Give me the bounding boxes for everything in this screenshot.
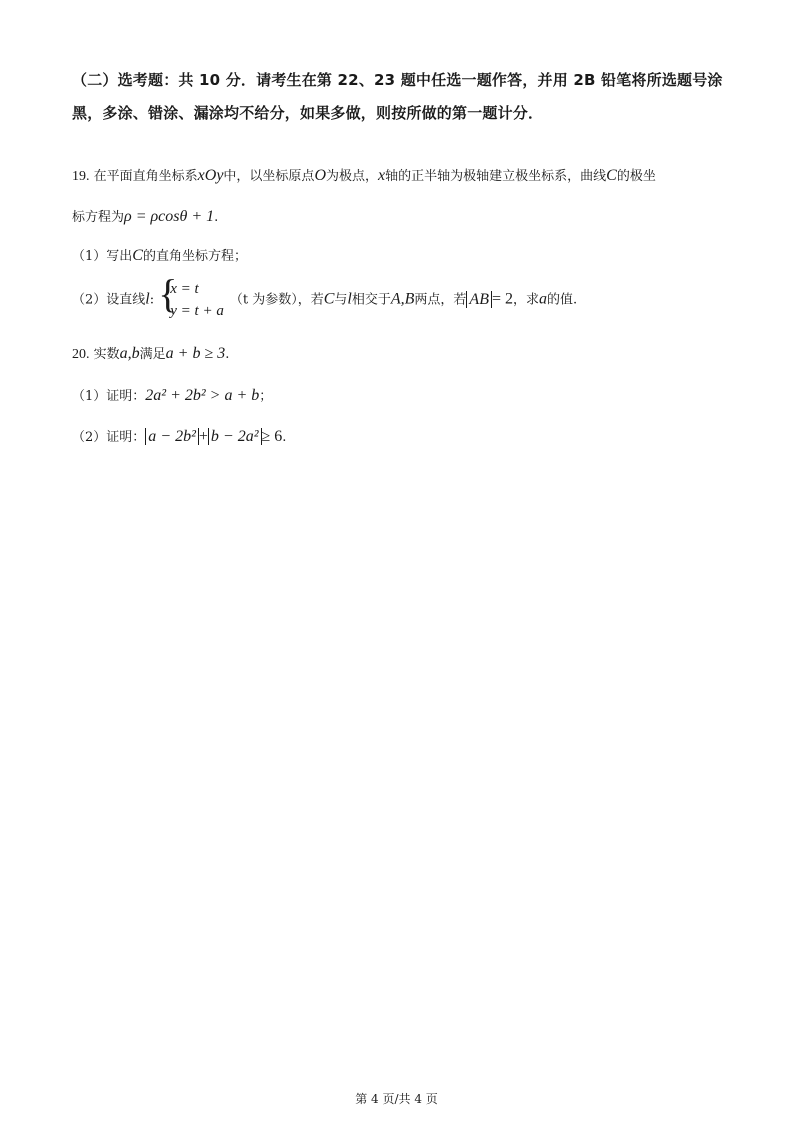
q20-part1: [72, 385, 272, 405]
q19-origin: O: [314, 167, 326, 184]
q20-text: ；: [259, 389, 273, 404]
q20-abs-term1: a − 2b²: [145, 428, 199, 445]
q20-stem: [72, 343, 229, 363]
q20-part2: [72, 426, 286, 446]
q19-text: 相交于: [351, 292, 391, 308]
q19-param-a: a: [539, 290, 548, 308]
q20-text: 实数: [93, 347, 120, 362]
q19-part2-l: l: [347, 290, 352, 308]
q19-part1-text: 的直角坐标方程；: [142, 249, 247, 264]
q20-text: .: [225, 347, 230, 362]
q19-text: 在平面直角坐标系: [93, 169, 198, 184]
q19-text: .: [214, 210, 219, 225]
q19-text: 与: [334, 292, 348, 308]
q20-condition: a + b ≥ 3: [165, 345, 226, 362]
q19-line-l: l: [145, 290, 150, 308]
q20-text: 满足: [139, 347, 166, 362]
q19-x: x: [378, 167, 386, 184]
q19-part2-c: C: [323, 290, 335, 308]
q19-text: ，求: [513, 292, 540, 308]
section-heading: （二）选考题：共 10 分．请考生在第 22、23 题中任选一题作答，并用 2B 铅笔将所选题号涂黑，多涂、错涂、漏涂均不给分，如果多做，则按所做的第一题计分．: [72, 71, 723, 122]
q20-ge-six: ≥ 6: [261, 428, 283, 445]
q19-colon: :: [149, 292, 155, 308]
q20-text: .: [282, 430, 287, 445]
q19-eq-two: = 2: [491, 290, 513, 308]
param-row-x: x = t: [170, 281, 199, 297]
q20-number: 20.: [72, 347, 90, 362]
q20-ab: a,b: [119, 345, 140, 362]
page-footer: 第 4 页/共 4 页: [355, 1092, 438, 1106]
q20-part1-label: （1）证明：: [72, 389, 146, 404]
q19-text: 标方程为: [72, 210, 125, 225]
q19-text: 的极坐: [616, 169, 656, 184]
q19-abs-ab: AB: [466, 291, 492, 308]
q19-text: 的值.: [547, 292, 578, 308]
q20-part2-label: （2）证明：: [72, 430, 146, 445]
q19-part1-label: （1）写出: [72, 249, 133, 264]
q19-polar-equation: ρ = ρcosθ + 1: [124, 208, 215, 225]
q19-text: 轴的正半轴为极轴建立极坐标系，曲线: [385, 169, 607, 184]
q19-text: 中，以坐标原点: [223, 169, 315, 184]
q19-points-ab: A,B: [390, 290, 415, 308]
param-equation-system: [158, 271, 224, 322]
q20-abs-term2: b − 2a²: [208, 428, 262, 445]
param-row-y: y = t + a: [170, 303, 224, 319]
q19-curve-c: C: [606, 167, 617, 184]
q19-stem-line2: [72, 206, 218, 226]
q19-xoy: xOy: [197, 167, 224, 184]
q19-number: 19.: [72, 169, 90, 184]
q19-part2-label: （2）设直线: [72, 292, 146, 308]
q19-stem-line1: [72, 165, 656, 185]
q19-text: （t 为参数），若: [229, 292, 324, 308]
q19-part2: [72, 271, 578, 322]
q19-text: 为极点，: [326, 169, 379, 184]
q19-text: 两点，若: [414, 292, 467, 308]
q20-part1-inequality: 2a² + 2b² > a + b: [145, 387, 260, 404]
q19-part1-c: C: [132, 247, 143, 264]
brace-icon: {: [158, 271, 178, 316]
q20-plus: +: [198, 428, 208, 445]
q19-part1: [72, 245, 247, 265]
